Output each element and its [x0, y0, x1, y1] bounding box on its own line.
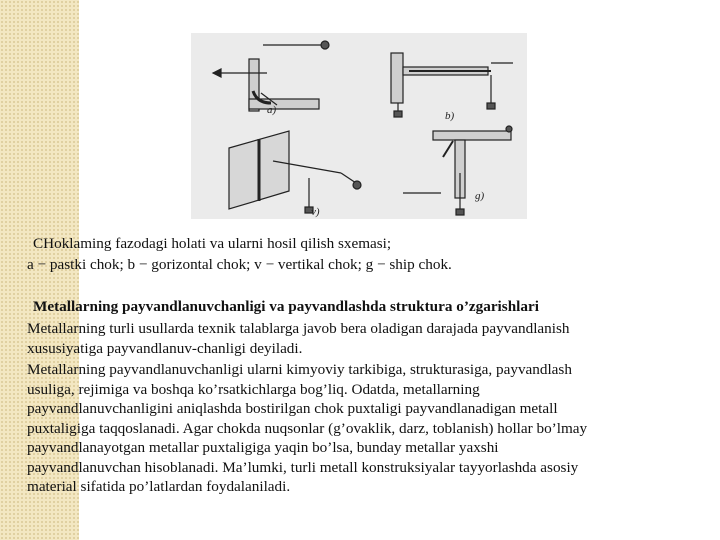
panel-g-sketch [403, 126, 512, 215]
paragraph-1-line: Metallarning turli usullarda texnik talablarga javob bera oladigan darajada payvandlanish [27, 320, 570, 337]
panel-label-v: v) [311, 206, 320, 218]
welding-positions-diagram [191, 33, 527, 219]
paragraph-2-line: payvandlanuvchan hisoblanadi. Ma’lumki, turli metall konstruksiyalar tayyorlashda asosiy [27, 458, 579, 476]
paragraph-2-line: usuliga, rejimiga va boshqa ko’rsatkichlarga bog’liq. Odatda, metallarning [27, 380, 480, 398]
paragraph-1-line: xususiyatiga payvandlanuv-chanligi deyiladi. [27, 339, 303, 357]
figure-caption-line-2: a − pastki chok; b − gorizontal chok; v − vertikal chok; g − ship chok. [27, 256, 452, 273]
paragraph-2-line: payvandlanayotgan metallar puxtaligiga yaqin bo’lsa, bunday metallar yaxshi [27, 439, 499, 456]
welding-positions-figure [191, 33, 527, 219]
panel-label-g: g) [475, 190, 485, 202]
panel-label-a: a) [267, 104, 277, 116]
paragraph-2-line: material sifatida po’latlardan foydalaniladi. [27, 478, 291, 495]
panel-label-b: b) [445, 110, 455, 122]
panel-v-sketch [229, 131, 361, 213]
paragraph-2-line: payvandlanuvchanligini aniqlashda bostirilgan chok puxtaligi payvandlanadigan metall [27, 400, 558, 417]
panel-b-sketch [391, 53, 513, 117]
paragraph-2-line: puxtaligiga taqqoslanadi. Agar chokda nuqsonlar (g’ovaklik, darz, toblanish) hollar bo’lmay [27, 419, 588, 437]
paragraph-2-line: Metallarning payvandlanuvchanligi ularni kimyoviy tarkibiga, strukturasiga, payvandlash [27, 361, 572, 378]
figure-caption-line-1: CHoklaming fazodagi holati va ularni hosil qilish sxemasi; [33, 235, 392, 252]
panel-a-sketch [213, 41, 329, 111]
paragraph-2 [27, 360, 587, 497]
section-heading: Metallarning payvandlanuvchanligi va payvandlashda struktura o’zgarishlari [33, 298, 539, 315]
paragraph-1 [27, 319, 569, 358]
